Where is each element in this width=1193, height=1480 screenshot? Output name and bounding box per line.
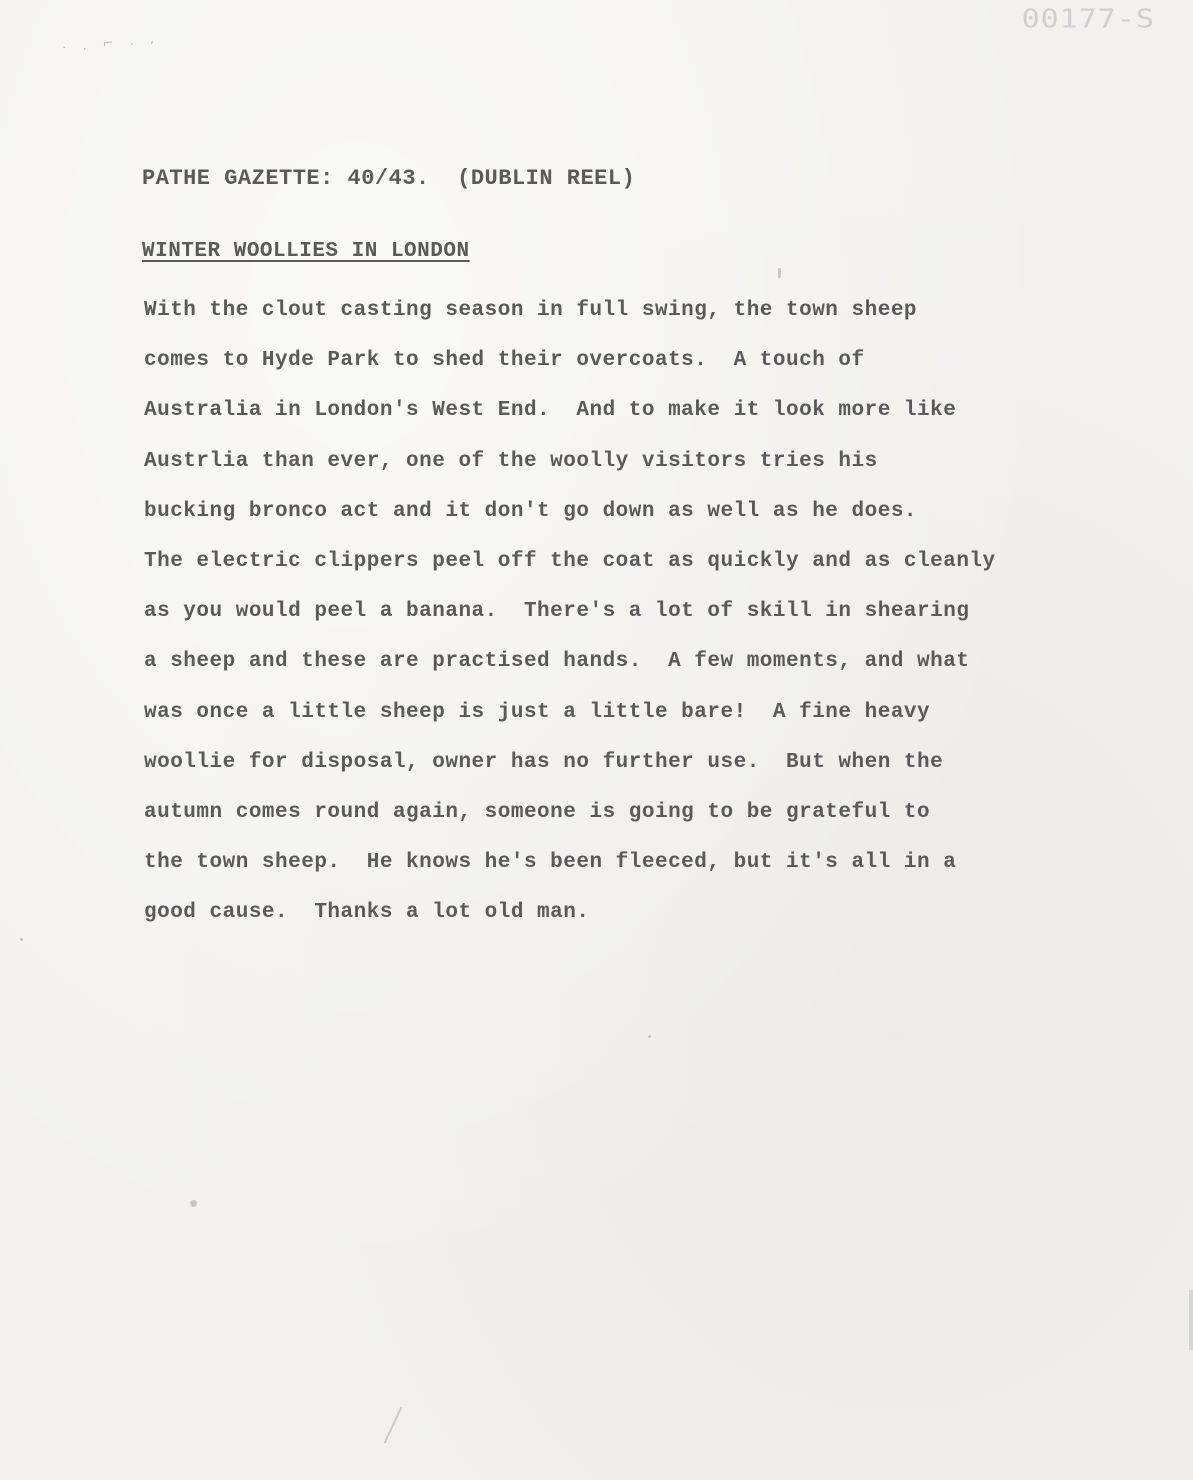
- body-line: a sheep and these are practised hands. A few moments, and what: [144, 650, 970, 674]
- body-line: bucking bronco act and it don't go down as well as he does.: [144, 499, 918, 523]
- paper-edge-shadow: [1189, 1290, 1193, 1350]
- body-line: autumn comes round again, someone is going to be grateful to: [144, 800, 931, 824]
- body-line: Australia in London's West End. And to make it look more like: [144, 399, 957, 423]
- story-title: WINTER WOOLLIES IN LONDON: [142, 240, 470, 263]
- paper-speck: [190, 1200, 197, 1207]
- body-line: the town sheep. He knows he's been fleeced, but it's all in a: [144, 851, 957, 875]
- body-line: was once a little sheep is just a little bare! A fine heavy: [144, 700, 931, 724]
- body-line: The electric clippers peel off the coat as quickly and as cleanly: [144, 549, 996, 573]
- body-line: With the clout casting season in full swing, the town sheep: [144, 299, 918, 322]
- paper-speck: [20, 938, 23, 941]
- paper-speck: [778, 268, 781, 278]
- body-line: good cause. Thanks a lot old man.: [144, 901, 590, 925]
- story-body: [144, 286, 1164, 938]
- paper-speck: [648, 1035, 651, 1038]
- reel-header: PATHE GAZETTE: 40/43. (DUBLIN REEL): [142, 166, 636, 191]
- body-line: as you would peel a banana. There's a lot of skill in shearing: [144, 600, 970, 624]
- archive-number-stamp: 00177-S: [1021, 4, 1155, 35]
- body-line: Austrlia than ever, one of the woolly visitors tries his: [144, 449, 878, 473]
- paper-scratch: [384, 1406, 403, 1443]
- body-line: woollie for disposal, owner has no further use. But when the: [144, 750, 944, 774]
- faint-pencil-marks: · . ⌐ . ,: [61, 30, 161, 57]
- body-line: comes to Hyde Park to shed their overcoats. A touch of: [144, 349, 865, 373]
